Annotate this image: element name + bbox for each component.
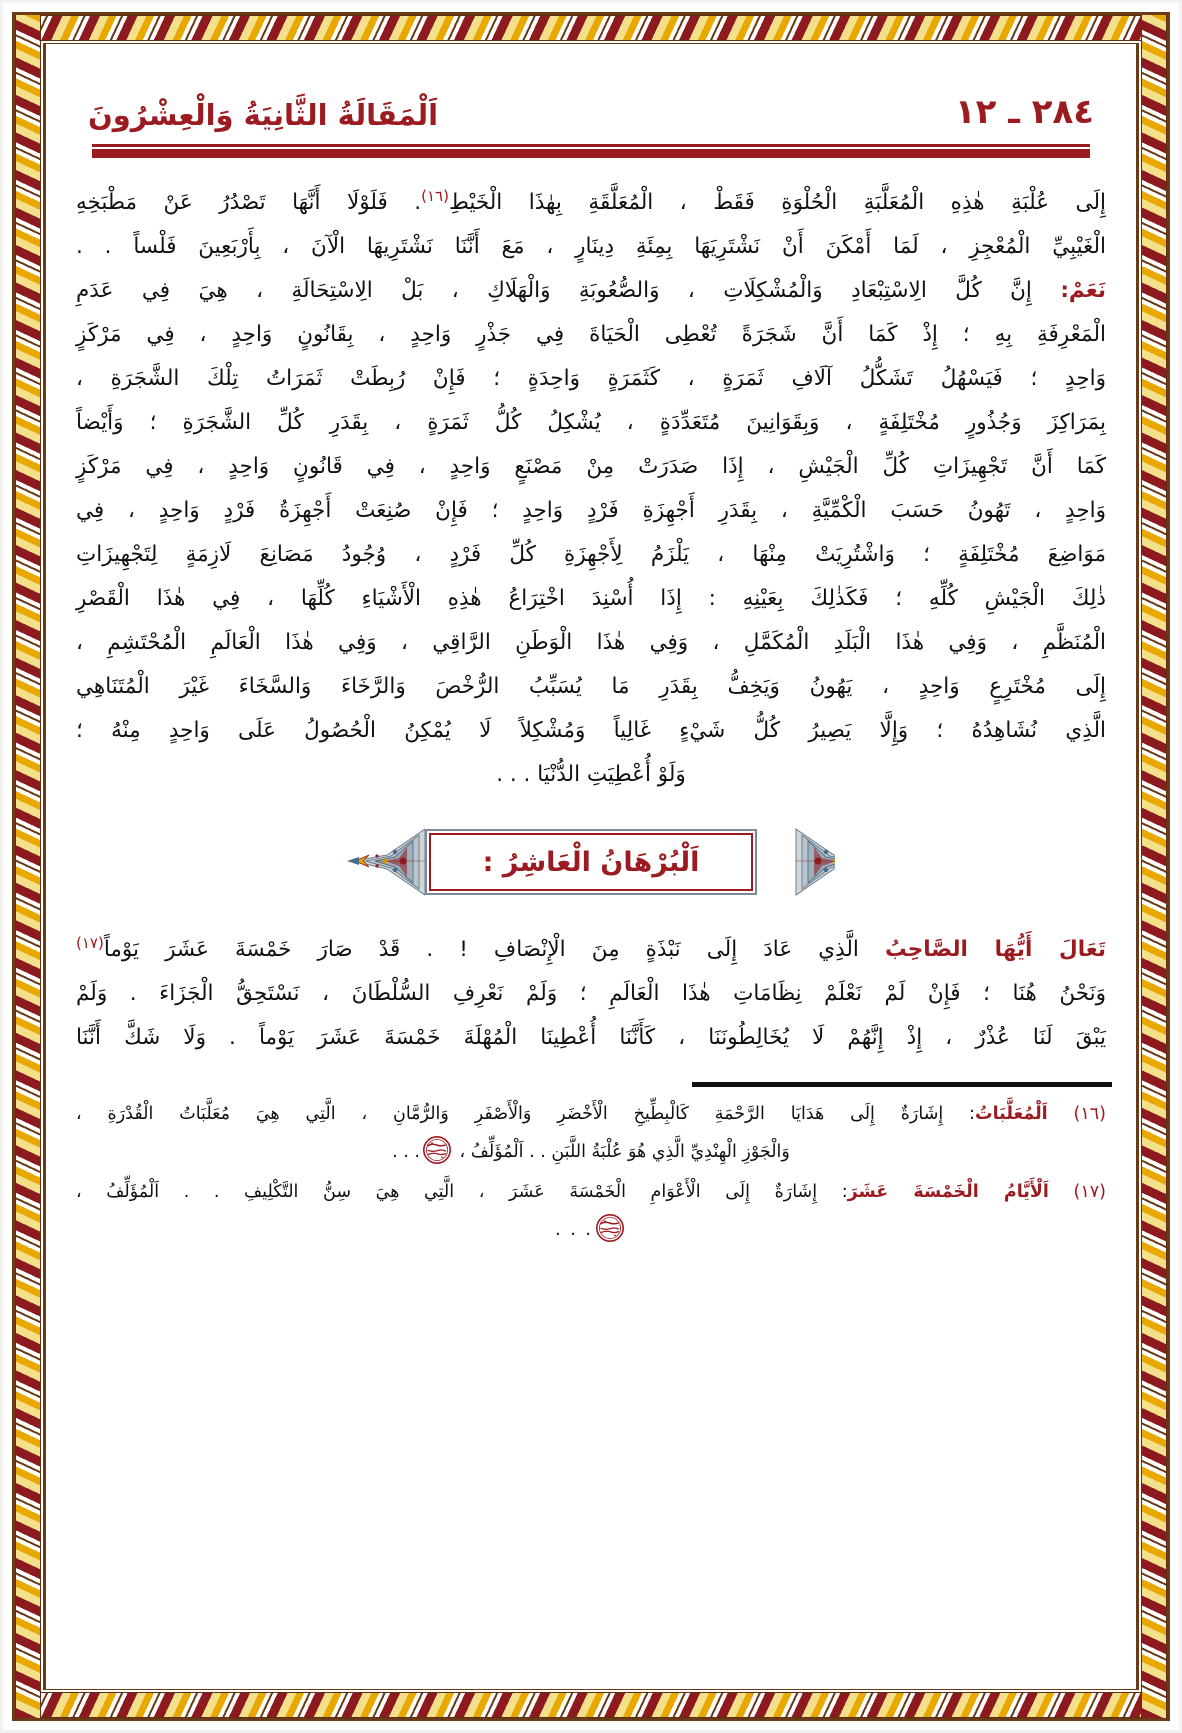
text-line — [76, 1173, 1106, 1211]
page-header — [70, 58, 1112, 132]
footnote-number: (١٧) — [1073, 1182, 1106, 1203]
header-divider — [92, 144, 1090, 158]
heading-box — [429, 833, 754, 891]
text-line: الْمُنَظَّمِ ، وَفِي هٰذَا الْبَلَدِ الْمُكَمَّلِ ، وَفِي هٰذَا الْوَطَنِ الرَّاقِي ، وَفِي هٰذَا الْعَالَمِ الْمُحْتَشِمِ ، — [76, 630, 1106, 656]
footnote-number: (١٦) — [1073, 1104, 1106, 1125]
text-line: وَلَوْ أُعْطِيَتِ الدُّنْيَا . . . — [496, 762, 686, 788]
arabesque-wing-right-icon — [757, 825, 835, 899]
text-line: وَنَحْنُ هُنَا ؛ فَإِنْ لَمْ نَعْلَمْ نِظَامَاتِ هٰذَا الْعَالَمِ ؛ وَلَمْ نَعْرِفِ السُّلْطَانَ ، نَسْتَحِقُّ الْجَزَاءَ . وَلَمْ — [76, 981, 1106, 1007]
footnote-term: اَلْأَيَّامُ الْخَمْسَةَ عَشَرَ — [847, 1182, 1049, 1203]
line-text-after-ref: . فَلَوْلَا أَنَّهَا تَصْدُرُ عَنْ مَطْبَخِهِ — [76, 190, 422, 216]
paragraph-lead-naam: نَعَمْ: — [1060, 278, 1106, 304]
arabesque-wing-left-icon — [347, 825, 425, 899]
decorative-heading — [70, 823, 1112, 901]
text-line: وَاحِدٍ ، تَهُونُ حَسَبَ الْكْمِّيَّةِ ، بِقَدَرِ أَجْهِزَةِ فَرْدٍ وَاحِدٍ ؛ فَإِنْ صُنِعَتْ أَجْهِزَةُ فَرْدٍ وَاحِدٍ ، فِي — [76, 498, 1106, 524]
calligraphic-seal-icon — [422, 1135, 452, 1165]
chapter-title: اَلْمَقَالَةُ الثَّانِيَةُ وَالْعِشْرُونَ — [88, 98, 439, 132]
text-line — [76, 1095, 1106, 1133]
braid-border-top — [15, 15, 1167, 41]
line-text: الَّذِي عَادَ إِلَى نَبْذَةٍ مِنَ الْإِنْصَافِ ! . قَدْ صَارَ خَمْسَةَ عَشَرَ يَوْماً — [103, 937, 859, 963]
heading-label: اَلْبُرْهَانُ الْعَاشِرُ : — [482, 846, 700, 878]
text-line: إِلَى مُخْتَرِعٍ وَاحِدٍ ، يَهُونُ وَيَخِفُّ بِقَدَرِ مَا يُسَبِّبُ الرُّخْصَ وَالرَّخَاءَ وَالسَّخَاءَ غَيْرَ الْمُتَنَاهِي — [76, 674, 1106, 700]
text-line: يَبْقَ لَنَا عُذْرٌ ، إِذْ إِنَّهُمْ لَا يُخَالِطُونَنَا ، كَأَنَّنَا أُعْطِينَا الْمُهْلَةَ خَمْسَةَ عَشَرَ يَوْماً . وَلَا شَكَّ أَنَّنَا — [76, 1025, 1106, 1051]
page-number: ٢٨٤ ـ ١٢ — [954, 92, 1094, 132]
text-line — [76, 1133, 1106, 1171]
section-lead-taaal: تَعَالَ أَيُّهَا الصَّاحِبُ — [884, 937, 1106, 963]
braid-border-bottom — [15, 1692, 1167, 1718]
footnote-trailer: . . . — [392, 1142, 420, 1163]
footnote-ref-16[interactable]: (١٦) — [421, 187, 449, 205]
body-text — [70, 174, 1112, 797]
paragraph-1 — [76, 174, 1106, 269]
text-line — [76, 174, 1106, 225]
text-line: الَّذِي نُشَاهِدُهُ ؛ وَإِلَّا يَصِيرُ كُلُّ شَيْءٍ غَالِياً وَمُشْكِلاً لَا يُمْكِنُ الْحُصُولُ عَلَى وَاحِدٍ مِنْهُ ؛ — [76, 718, 1106, 744]
text-line: الْغَيْبِيِّ الْمُعْجِزِ ، لَمَا أَمْكَنَ أَنْ نَشْتَرِيَهَا بِمِئَةِ دِينَارٍ ، مَعَ أَنَّنَا نَشْتَرِيهَا الْآنَ ، بِأَرْبَعِينَ فَلْساً . . — [76, 234, 1106, 260]
section-after-heading — [70, 921, 1112, 1060]
text-line: كَمَا أَنَّ تَجْهِيزَاتِ كُلِّ الْجَيْشِ ، إِذَا صَدَرَتْ مِنْ مَصْنَعٍ وَاحِدٍ ، فِي قَانُونٍ وَاحِدٍ ، فِي مَرْكَزٍ — [76, 454, 1106, 480]
calligraphic-seal-icon — [595, 1213, 625, 1243]
braid-border-right — [1141, 15, 1167, 1718]
page-content — [46, 44, 1136, 1689]
line-text: : إِشَارَةٌ إِلَى هَدَايَا الرَّحْمَةِ كَالْبِطِّيخِ الْأَخْضَرِ وَالْأَصْفَرِ وَالرُّمَّانِ ، الَّتِي هِيَ مُعَلَّبَاتُ الْقُدْرَةِ ، — [76, 1104, 976, 1125]
footnote-ref-17[interactable]: (١٧) — [76, 934, 104, 953]
line-text: إِنَّ كُلَّ الِاسْتِبْعَادِ وَالْمُشْكِلَاتِ ، وَالصُّعُوبَةِ وَالْهَلَاكِ ، بَلْ الِاسْتِحَالَةِ ، هِيَ فِي عَدَمِ — [76, 278, 1032, 304]
footnote-trailer: . . . — [555, 1220, 593, 1241]
footnote-term: اَلْمُعَلَّبَاتُ — [975, 1104, 1048, 1125]
footnote-17 — [76, 1173, 1106, 1249]
paragraph-3 — [76, 921, 1106, 1060]
text-line — [76, 921, 1106, 972]
braid-border-left — [15, 15, 41, 1718]
text-line: مَوَاضِعَ مُخْتَلِفَةٍ ؛ وَاشْتُرِيَتْ مِنْهَا ، يَلْزَمُ لِأَجْهِزَةِ كُلِّ فَرْدٍ ، وُجُودُ مَصَانِعَ لَازِمَةٍ لِتَجْهِيزَاتِ — [76, 542, 1106, 568]
text-line — [76, 269, 1106, 313]
text-line: ذٰلِكَ الْجَيْشِ كُلِّهِ ؛ فَكَذٰلِكَ بِعَيْنِهِ : إِذَا أُسْنِدَ اخْتِرَاعُ هٰذِهِ الْأَشْيَاءِ كُلِّهَا ، فِي هٰذَا الْقَصْرِ — [76, 586, 1106, 612]
line-text: وَالْجَوْزِ الْهِنْدِيِّ الَّذِي هُوَ عُلْبَةُ اللَّبَنِ . . اَلْمُؤَلِّفُ ، — [459, 1142, 790, 1163]
text-line: بِمَرَاكِزَ وَجُذُورٍ مُخْتَلِفَةٍ ، وَبِقَوَانِينَ مُتَعَدِّدَةٍ ، يُشْكِلُ كُلُّ ثَمَرَةٍ ، بِقَدَرِ كُلِّ الشَّجَرَةِ ؛ وَأَيْضاً — [76, 410, 1106, 436]
text-line — [76, 1211, 1106, 1249]
text-line: وَاحِدٍ ؛ فَيَسْهُلُ تَشَكُّلُ آلَافِ ثَمَرَةٍ ، كَثَمَرَةٍ وَاحِدَةٍ ؛ فَإِنْ رُبِطَتْ ثَمَرَاتُ تِلْكَ الشَّجَرَةِ ، — [76, 366, 1106, 392]
text-line: الْمَعْرِفَةِ بِهِ ؛ إِذْ كَمَا أَنَّ شَجَرَةً تُعْطِى الْحَيَاةَ فِي جَذْرٍ وَاحِدٍ ، بِقَانُونٍ وَاحِدٍ ، فِي مَرْكَزٍ — [76, 322, 1106, 348]
footnote-divider — [692, 1082, 1112, 1087]
line-text: إِلَى عُلْبَةِ هٰذِهِ الْمُعَلَّبَةِ الْحُلْوَةِ فَقَطْ ، الْمُعَلَّقَةِ بِهٰذَا الْخَيْطِ — [448, 190, 1106, 216]
footnotes — [70, 1095, 1112, 1249]
paragraph-2 — [76, 269, 1106, 797]
line-text: : إِشَارَةٌ إِلَى الْأَعْوَامِ الْخَمْسَةَ عَشَرَ ، الَّتِي هِيَ سِنُّ التَّكْلِيفِ . . اَلْمُؤَلِّفُ ، — [76, 1182, 848, 1203]
footnote-16 — [76, 1095, 1106, 1171]
